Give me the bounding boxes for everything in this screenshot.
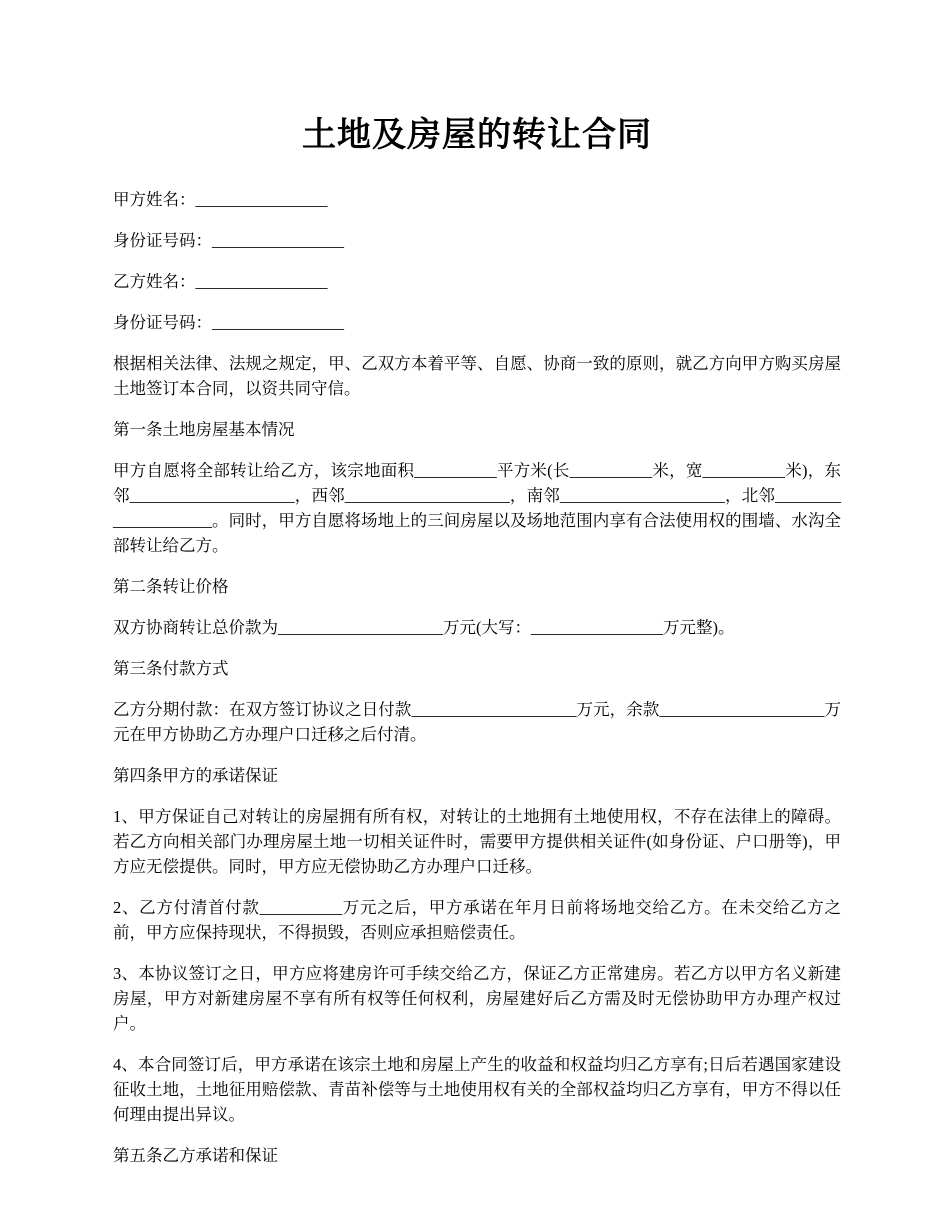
section-body-1: 甲方自愿将全部转让给乙方，该宗地面积__________平方米(长__________米，宽__________米)，东邻____________________，西邻____________________，南邻____________________，北邻____________________。同时，甲方自愿将场地上的三间房屋以及场地范围内享有合法使用权的围墙、水沟全部转让给乙方。 xyxy=(113,461,841,555)
section-heading-4: 第四条甲方的承诺保证 xyxy=(113,766,278,785)
intro-paragraph: 根据相关法律、法规之规定，甲、乙双方本着平等、自愿、协商一致的原则，就乙方向甲方购买房屋土地签订本合同，以资共同守信。 xyxy=(113,354,841,398)
party-b-name: 乙方姓名：________________ xyxy=(113,272,328,291)
section-heading-1: 第一条土地房屋基本情况 xyxy=(113,420,295,439)
party-a-id-number: 身份证号码：________________ xyxy=(113,231,344,250)
section-body-3: 乙方分期付款：在双方签订协议之日付款____________________万元，余款____________________万元在甲方协助乙方办理户口迁移之后付清。 xyxy=(113,700,841,744)
clause-4-3: 3、本协议签订之日，甲方应将建房许可手续交给乙方，保证乙方正常建房。若乙方以甲方名义新建房屋，甲方对新建房屋不享有所有权等任何权利，房屋建好后乙方需及时无偿协助甲方办理产权过户。 xyxy=(113,964,841,1033)
party-b-id-number: 身份证号码：________________ xyxy=(113,313,344,332)
section-heading-3: 第三条付款方式 xyxy=(113,659,229,678)
clause-4-2: 2、乙方付清首付款__________万元之后，甲方承诺在年月日前将场地交给乙方。在未交给乙方之前，甲方应保持现状，不得损毁，否则应承担赔偿责任。 xyxy=(113,898,841,942)
document-page xyxy=(113,112,841,1184)
party-a-name: 甲方姓名：________________ xyxy=(113,190,328,209)
clause-4-1: 1、甲方保证自己对转让的房屋拥有所有权，对转让的土地拥有土地使用权，不存在法律上的障碍。若乙方向相关部门办理房屋土地一切相关证件时，需要甲方提供相关证件(如身份证、户口册等)，甲方应无偿提供。同时，甲方应无偿协助乙方办理户口迁移。 xyxy=(113,807,841,876)
document-title: 土地及房屋的转让合同 xyxy=(302,117,652,154)
section-heading-5: 第五条乙方承诺和保证 xyxy=(113,1146,278,1165)
section-heading-2: 第二条转让价格 xyxy=(113,577,229,596)
section-body-2: 双方协商转让总价款为____________________万元(大写：________________万元整)。 xyxy=(113,618,735,637)
clause-4-4: 4、本合同签订后，甲方承诺在该宗土地和房屋上产生的收益和权益均归乙方享有;日后若遇国家建设征收土地，土地征用赔偿款、青苗补偿等与土地使用权有关的全部权益均归乙方享有，甲方不得以任何理由提出异议。 xyxy=(113,1055,841,1124)
